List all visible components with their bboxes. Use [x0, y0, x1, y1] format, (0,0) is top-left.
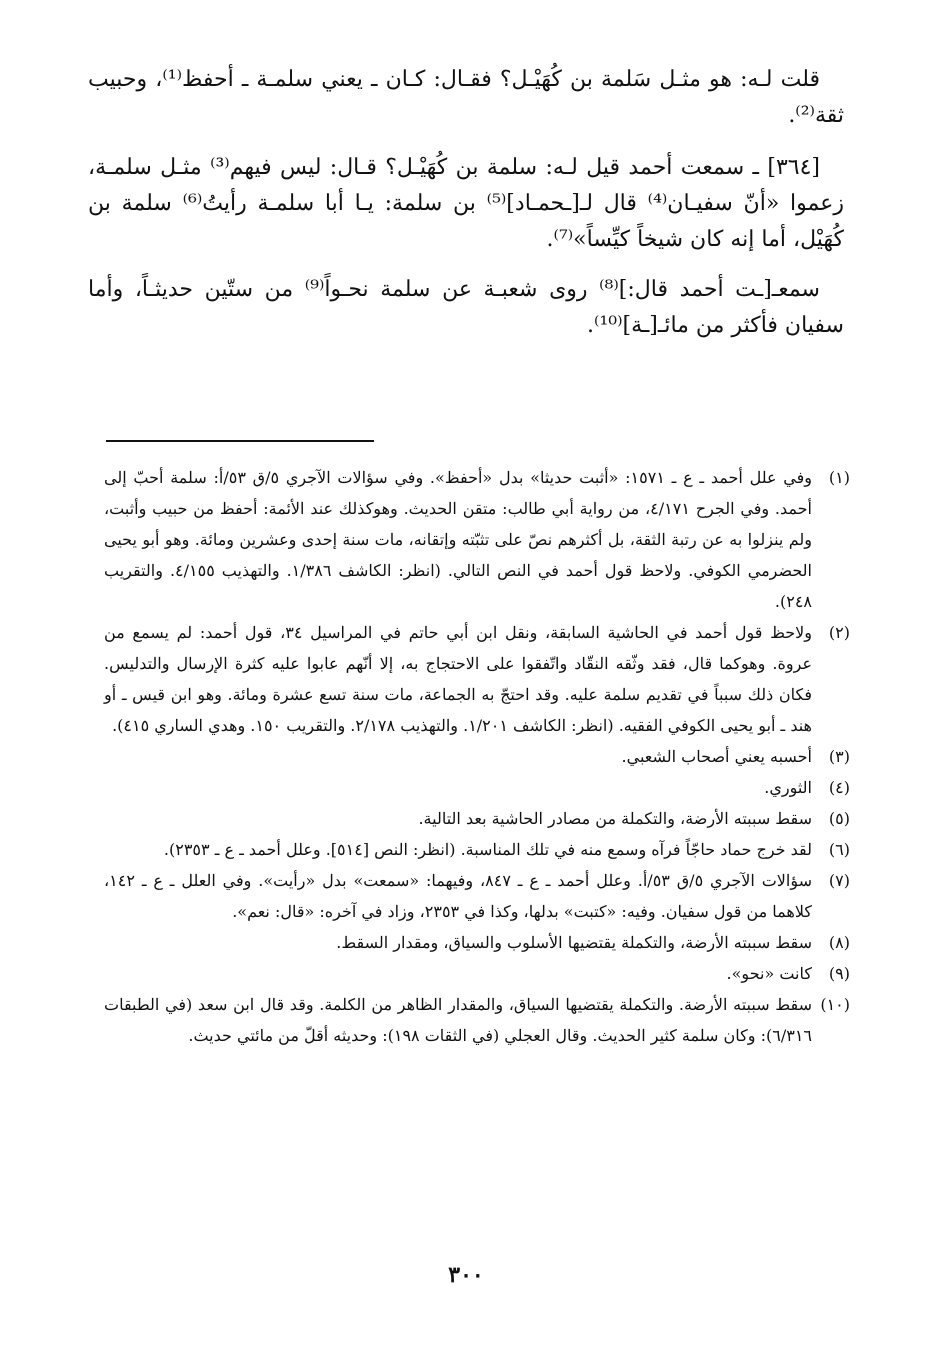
footnote	[104, 834, 850, 865]
footnote-number: (٧)	[828, 871, 850, 890]
footnote-number: (٢)	[828, 623, 850, 642]
page-number: ٣٠٠	[448, 1262, 484, 1288]
footnote-number: (٥)	[828, 809, 850, 828]
footnote-number: (١٠)	[820, 995, 850, 1014]
footnote-number: (١)	[828, 468, 850, 487]
footnote	[104, 741, 850, 772]
footnote-text: كانت «نحو».	[726, 964, 812, 983]
main-paragraph: سمعـ[ـت أحمد قال:]⁽⁸⁾ روى شعبـة عن سلمة نحـواً⁽⁹⁾ من ستّين حديثـاً، وأما سفيان فأكثر من مائـ[ـة]⁽¹⁰⁾.	[88, 277, 844, 338]
footnote-number: (٦)	[828, 840, 850, 859]
footnote-text: وفي علل أحمد ـ ع ـ ١٥٧١: «أثبت حديثا» بدل «أحفظ». وفي سؤالات الآجري ٥/ق ٥٣/أ: سلمة أحبّ إلى أحمد. وفي الجرح ٤/١٧١، من رواية أبي طالب: متقن الحديث. وهوكذلك عند الأئمة: أحفظ من حبيب وأثبت، ولم ينزلوا به عن رتبة الثقة، بل أكثرهم نصّ على تثبّته وإتقانه، مات سنة إحدى وعشرين ومائة. وهو أبو يحيى الحضرمي الكوفي. ولاحظ قول أحمد في النص التالي. (انظر: الكاشف ١/٣٨٦. والتهذيب ٤/١٥٥. والتقريب ٢٤٨).	[104, 468, 813, 611]
footnote-text: ولاحظ قول أحمد في الحاشية السابقة، ونقل ابن أبي حاتم في المراسيل ٣٤، قول أحمد: لم يسمع من عروة. وهوكما قال، فقد وثّقه النقّاد واتّفقوا على الاحتجاج به، إلا أنّهم عابوا عليه كثرة الإرسال والتدليس. فكان ذلك سبباً في تقديم سلمة عليه. وقد احتجّ به الجماعة، مات سنة تسع عشرة ومائة. وهو ابن قيس ـ أو هند ـ أبو يحيى الكوفي الفقيه. (انظر: الكاشف ١/٢٠١. والتهذيب ٢/١٧٨. والتقريب ١٥٠. وهدي الساري ٤١٥).	[104, 623, 812, 735]
footnote	[104, 803, 850, 834]
footnote-text: سقط سببته الأرضة. والتكملة يقتضيها السياق، والمقدار الظاهر من الكلمة. وقد قال ابن سعد (في الطبقات ٦/٣١٦): وكان سلمة كثير الحديث. وقال العجلي (في الثقات ١٩٨): وحديثه أقلّ من مائتي حديث.	[104, 995, 812, 1045]
footnote	[104, 772, 850, 803]
footnote	[104, 927, 850, 958]
footnote-text: لقد خرج حماد حاجّاً فرآه وسمع منه في تلك المناسبة. (انظر: النص [٥١٤]. وعلل أحمد ـ ع ـ ٢٣٥٣).	[163, 840, 812, 859]
footnote-text: سقط سببته الأرضة، والتكملة من مصادر الحاشية بعد التالية.	[418, 809, 812, 828]
footnote	[104, 462, 850, 617]
footnote	[104, 865, 850, 927]
footnotes	[104, 462, 850, 1051]
footnote-number: (٣)	[828, 747, 850, 766]
footnote	[104, 958, 850, 989]
footnote-separator	[106, 440, 374, 442]
footnote-number: (٤)	[828, 778, 850, 797]
footnote	[104, 989, 850, 1051]
footnote-text: الثوري.	[764, 778, 812, 797]
footnote-text: سقط سببته الأرضة، والتكملة يقتضيها الأسلوب والسياق، ومقدار السقط.	[336, 933, 812, 952]
main-paragraph: [٣٦٤] ـ سمعت أحمد قيل لـه: سلمة بن كُهَيْـل؟ قـال: ليس فيهم⁽³⁾ مثـل سلمـة، زعموا «أنّ سفيـان⁽⁴⁾ قال لـ[ـحمـاد]⁽⁵⁾ بن سلمة: يـا أبا سلمـة رأيتُ⁽⁶⁾ سلمة بن كُهَيْل، أما إنه كان شيخاً كيِّساً»⁽⁷⁾.	[88, 155, 844, 252]
main-text	[88, 62, 844, 358]
footnote-text: سؤالات الآجري ٥/ق ٥٣/أ. وعلل أحمد ـ ع ـ ٨٤٧، وفيهما: «سمعت» بدل «رأيت». وفي العلل ـ ع ـ ١٤٢، كلاهما من قول سفيان. وفيه: «كتبت» بدلها، وكذا في ٢٣٥٣، وزاد في آخره: «قال: نعم».	[104, 871, 813, 921]
footnote-text: أحسبه يعني أصحاب الشعبي.	[621, 747, 812, 766]
footnote	[104, 617, 850, 741]
main-paragraph: قلت لـه: هو مثـل سَلمة بن كُهَيْـل؟ فقـال: كـان ـ يعني سلمـة ـ أحفظ⁽¹⁾، وحبيب ثقة⁽²⁾.	[88, 67, 844, 128]
footnote-number: (٩)	[828, 964, 850, 983]
footnote-number: (٨)	[828, 933, 850, 952]
